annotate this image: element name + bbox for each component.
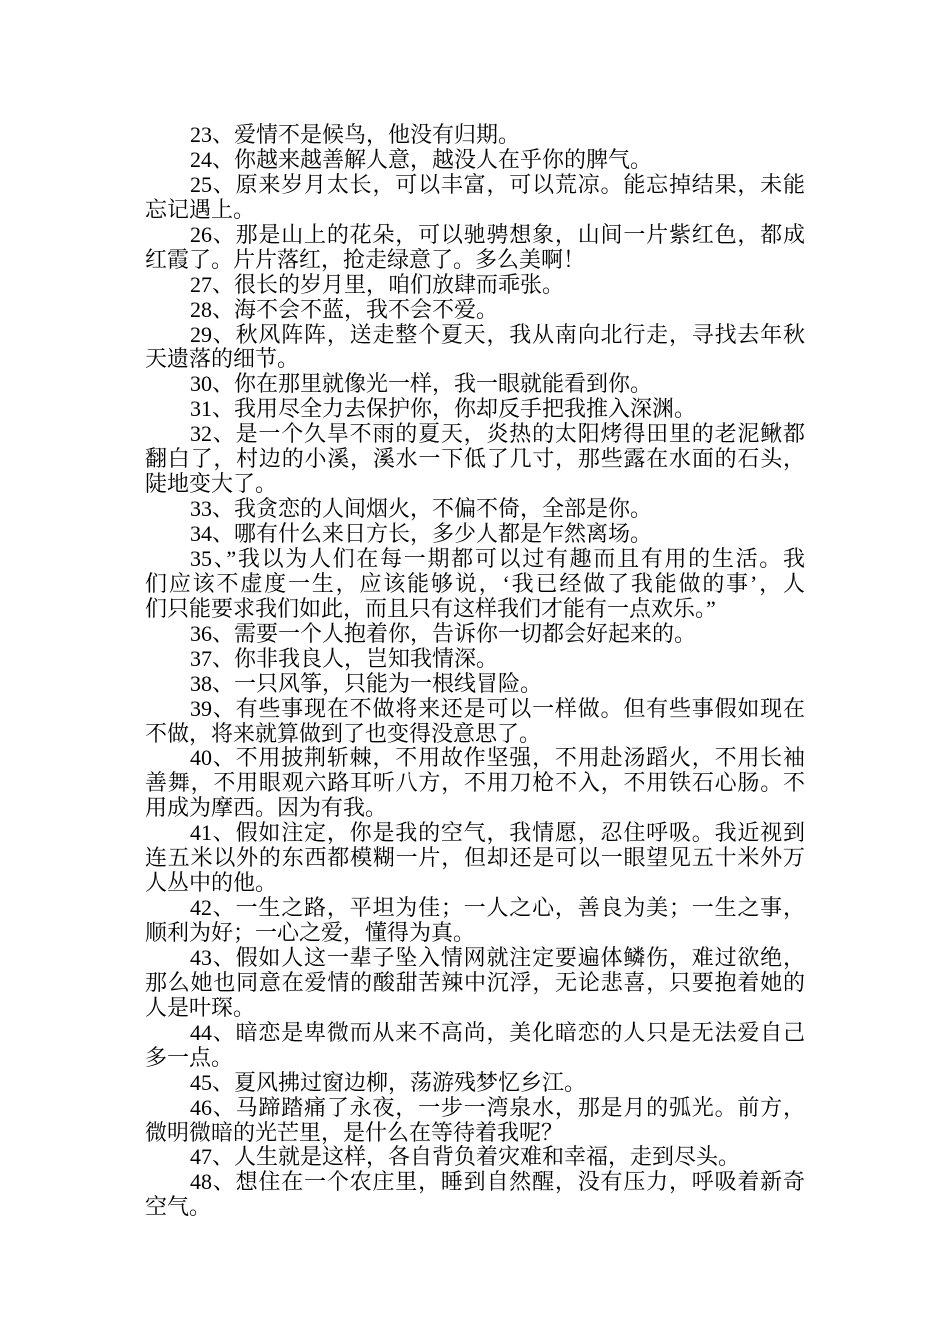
paragraph-line: 27、很长的岁月里，咱们放肆而乖张。 bbox=[190, 272, 565, 297]
paragraph bbox=[145, 123, 805, 148]
paragraph-line: 25、原来岁月太长，可以丰富，可以荒凉。能忘掉结果，未能 bbox=[190, 172, 805, 197]
paragraph bbox=[145, 697, 805, 747]
paragraph bbox=[145, 173, 805, 223]
paragraph-line: 人是叶琛。 bbox=[145, 995, 256, 1020]
paragraph bbox=[145, 497, 805, 522]
paragraph-line: 天遗落的细节。 bbox=[145, 347, 300, 372]
paragraph bbox=[145, 821, 805, 896]
paragraph bbox=[145, 223, 805, 273]
paragraph-line: 微明微暗的光芒里，是什么在等待着我呢？ bbox=[145, 1120, 564, 1145]
paragraph bbox=[145, 323, 805, 373]
paragraph-line: 44、暗恋是卑微而从来不高尚，美化暗恋的人只是无法爱自己 bbox=[190, 1020, 805, 1045]
paragraph bbox=[145, 298, 805, 323]
document-body bbox=[145, 123, 805, 1220]
paragraph bbox=[145, 1071, 805, 1096]
paragraph-line: 31、我用尽全力去保护你，你却反手把我推入深渊。 bbox=[190, 397, 697, 422]
paragraph bbox=[145, 547, 805, 622]
paragraph-line: 29、秋风阵阵，送走整个夏天，我从南向北行走，寻找去年秋 bbox=[190, 322, 805, 347]
paragraph bbox=[145, 896, 805, 946]
paragraph-line: 40、不用披荆斩棘，不用故作坚强，不用赴汤蹈火，不用长袖 bbox=[190, 746, 805, 771]
paragraph-line: 36、需要一个人抱着你，告诉你一切都会好起来的。 bbox=[190, 621, 697, 646]
paragraph-line: 26、那是山上的花朵，可以驰骋想象，山间一片紫红色，都成 bbox=[190, 222, 805, 247]
paragraph-line: 忘记遇上。 bbox=[145, 197, 256, 222]
paragraph-line: 33、我贪恋的人间烟火，不偏不倚，全部是你。 bbox=[190, 497, 653, 522]
paragraph bbox=[145, 1145, 805, 1170]
paragraph-line: 28、海不会不蓝，我不会不爱。 bbox=[190, 297, 499, 322]
paragraph-line: 翻白了，村边的小溪，溪水一下低了几寸，那些露在水面的石头， bbox=[145, 447, 805, 472]
paragraph-line: 35、”我以为人们在每一期都可以过有趣而且有用的生活。我 bbox=[190, 546, 805, 571]
paragraph-line: 34、哪有什么来日方长，多少人都是乍然离场。 bbox=[190, 522, 653, 546]
paragraph-line: 顺利为好；一心之爱，懂得为真。 bbox=[145, 921, 476, 945]
paragraph-line: 24、你越来越善解人意，越没人在乎你的脾气。 bbox=[190, 147, 653, 172]
paragraph-line: 43、假如人这一辈子坠入情网就注定要遍体鳞伤，难过欲绝， bbox=[190, 945, 805, 970]
paragraph bbox=[145, 622, 805, 647]
paragraph bbox=[145, 273, 805, 298]
paragraph bbox=[145, 672, 805, 697]
paragraph-line: 38、一只风筝，只能为一根线冒险。 bbox=[190, 671, 543, 696]
paragraph-line: 陡地变大了。 bbox=[145, 472, 278, 497]
paragraph bbox=[145, 522, 805, 547]
paragraph bbox=[145, 946, 805, 1021]
paragraph-line: 人丛中的他。 bbox=[145, 871, 278, 896]
paragraph bbox=[145, 372, 805, 397]
paragraph-line: 45、夏风拂过窗边柳，荡游残梦忆乡江。 bbox=[190, 1070, 587, 1095]
paragraph bbox=[145, 1170, 805, 1220]
paragraph-line: 30、你在那里就像光一样，我一眼就能看到你。 bbox=[190, 372, 653, 397]
paragraph bbox=[145, 397, 805, 422]
paragraph-line: 37、你非我良人，岂知我情深。 bbox=[190, 646, 499, 671]
paragraph-line: 连五米以外的东西都模糊一片，但却还是可以一眼望见五十米外万 bbox=[145, 846, 805, 871]
paragraph bbox=[145, 746, 805, 821]
paragraph-line: 们只能要求我们如此，而且只有这样我们才能有一点欢乐。” bbox=[145, 596, 716, 621]
paragraph bbox=[145, 422, 805, 497]
paragraph-line: 42、一生之路，平坦为佳；一人之心，善良为美；一生之事， bbox=[190, 896, 805, 921]
paragraph-line: 那么她也同意在爱情的酸甜苦辣中沉浮，无论悲喜，只要抱着她的 bbox=[145, 970, 805, 995]
paragraph-line: 红霞了。片片落红，抢走绿意了。多么美啊！ bbox=[145, 247, 586, 272]
paragraph-line: 41、假如注定，你是我的空气，我情愿，忍住呼吸。我近视到 bbox=[190, 821, 805, 846]
paragraph-line: 39、有些事现在不做将来还是可以一样做。但有些事假如现在 bbox=[190, 696, 805, 721]
paragraph bbox=[145, 1096, 805, 1146]
paragraph-line: 48、想住在一个农庄里，睡到自然醒，没有压力，呼吸着新奇 bbox=[190, 1170, 805, 1195]
paragraph bbox=[145, 148, 805, 173]
paragraph-line: 善舞，不用眼观六路耳听八方，不用刀枪不入，不用铁石心肠。不 bbox=[145, 771, 805, 796]
paragraph-line: 不做，将来就算做到了也变得没意思了。 bbox=[145, 721, 542, 746]
paragraph-line: 多一点。 bbox=[145, 1045, 234, 1070]
paragraph-line: 47、人生就是这样，各自背负着灾难和幸福，走到尽头。 bbox=[190, 1145, 741, 1170]
paragraph-line: 们应该不虚度一生，应该能够说，‘我已经做了我能做的事’，人 bbox=[145, 571, 805, 596]
paragraph-line: 46、马蹄踏痛了永夜，一步一湾泉水，那是月的弧光。前方， bbox=[190, 1095, 805, 1120]
paragraph bbox=[145, 1021, 805, 1071]
paragraph-line: 空气。 bbox=[145, 1195, 212, 1220]
paragraph-line: 32、是一个久旱不雨的夏天，炎热的太阳烤得田里的老泥鳅都 bbox=[190, 422, 805, 447]
paragraph-line: 23、爱情不是候鸟，他没有归期。 bbox=[190, 123, 521, 147]
paragraph-line: 用成为摩西。因为有我。 bbox=[145, 796, 388, 821]
paragraph bbox=[145, 647, 805, 672]
